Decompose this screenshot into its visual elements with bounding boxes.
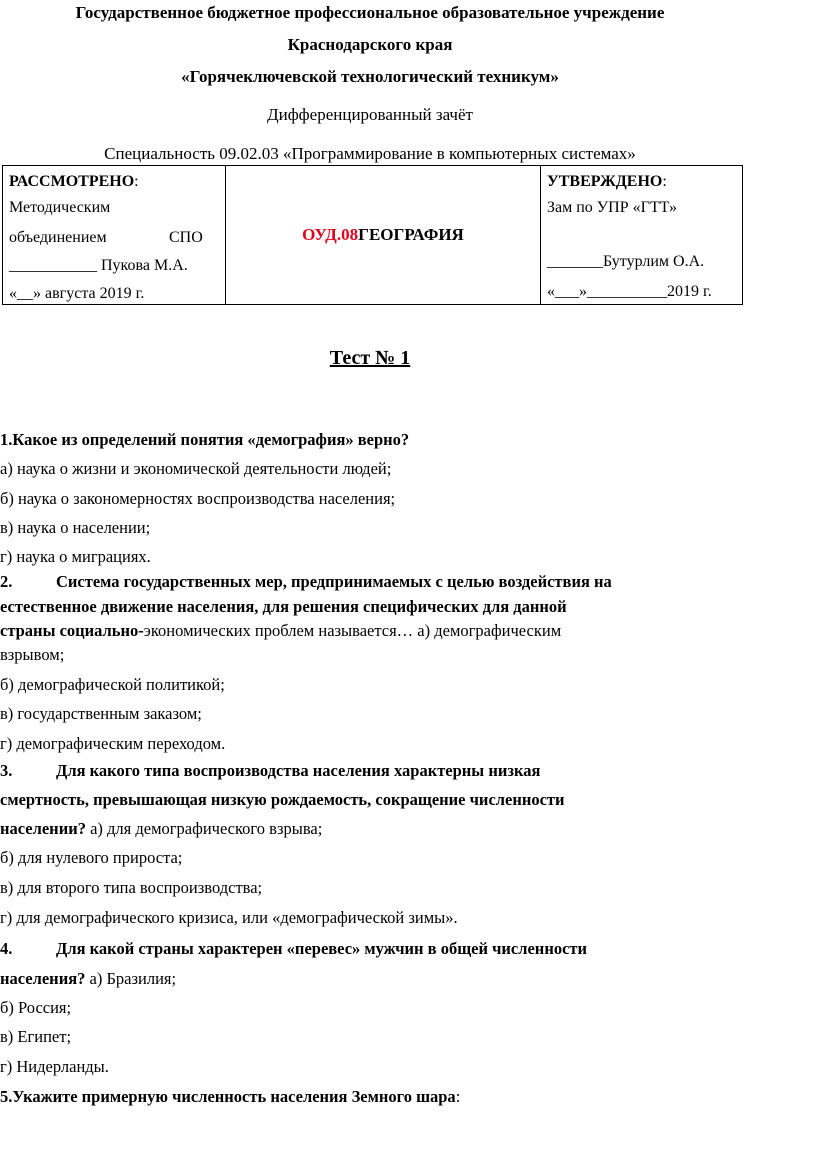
institution-name-line2: Краснодарского края (287, 35, 453, 54)
question-3-line2: смертность, превышающая низкую рождаемость, сокращение численности (0, 790, 565, 809)
reviewed-line2: Методическим (9, 199, 111, 216)
approved-signature: _______Бутурлим О.А. (547, 253, 705, 270)
question-2-line2: естественное движение населения, для решения специфических для данной (0, 597, 567, 616)
question-4-number: 4. (0, 939, 13, 958)
question-2-line3: страны социально-экономических проблем называется… а) демографическим (0, 621, 562, 640)
reviewed-title: РАССМОТРЕНО (9, 173, 135, 190)
question-2-option-d: г) демографическим переходом. (0, 734, 226, 753)
question-3-option-b: б) для нулевого прироста; (0, 848, 183, 867)
test-title: Тест № 1 (329, 347, 411, 369)
institution-name-line3: «Горячеключевской технологический техникум» (181, 67, 559, 86)
question-4-line2: населения? а) Бразилия; (0, 969, 177, 988)
reviewed-signature: ___________ Пукова М.А. (9, 257, 188, 274)
question-2-option-b: б) демографической политикой; (0, 675, 225, 694)
question-3-line1: 3. Для какого типа воспроизводства населения характерны низкая (0, 761, 541, 780)
question-4-option-c: в) Египет; (0, 1027, 72, 1046)
subject-title (226, 166, 540, 304)
subject-name: ГЕОГРАФИЯ (358, 225, 464, 244)
question-1-option-a: а) наука о жизни и экономической деятельности людей; (0, 459, 392, 478)
question-2-line1: 2. Система государственных мер, предпринимаемых с целью воздействия на (0, 572, 612, 591)
question-2-option-c: в) государственным заказом; (0, 704, 202, 723)
question-4-option-b: б) Россия; (0, 998, 72, 1017)
approved-cell: УТВЕРЖДЕНО: Зам по УПР «ГТТ» _______Бутурлим О.А. «___»__________2019 г. (541, 166, 743, 305)
question-3-option-d: г) для демографического кризиса, или «демографической зимы». (0, 908, 458, 927)
subject-cell (226, 166, 541, 305)
question-1-option-c: в) наука о населении; (0, 518, 151, 537)
question-3-option-c: в) для второго типа воспроизводства; (0, 878, 263, 897)
reviewed-line3b: СПО (169, 229, 203, 246)
specialty: Специальность 09.02.03 «Программирование в компьютерных системах» (104, 144, 636, 163)
subject-code: ОУД.08 (302, 225, 359, 244)
reviewed-line3a: объединением (9, 229, 107, 246)
institution-name-line1: Государственное бюджетное профессиональное образовательное учреждение (75, 3, 665, 22)
question-3-number: 3. (0, 761, 13, 780)
question-1-option-d: г) наука о миграциях. (0, 547, 151, 566)
question-2-number: 2. (0, 572, 13, 591)
question-3-line3: населении? а) для демографического взрыва; (0, 819, 323, 838)
reviewed-cell: РАССМОТРЕНО: Методическим объединением СПО ___________ Пукова М.А. «__» августа 2019 г. (3, 166, 226, 305)
question-1-title: 1.Какое из определений понятия «демография» верно? (0, 430, 410, 449)
question-4-option-d: г) Нидерланды. (0, 1057, 109, 1076)
question-5-title: 5.Укажите примерную численность населения Земного шара: (0, 1087, 461, 1106)
question-2-line4: взрывом; (0, 645, 65, 664)
approval-table (2, 165, 743, 305)
approved-position: Зам по УПР «ГТТ» (547, 199, 677, 216)
approved-date: «___»__________2019 г. (547, 283, 712, 300)
question-4-line1: 4. Для какой страны характерен «перевес» мужчин в общей численности (0, 939, 588, 958)
reviewed-date: «__» августа 2019 г. (9, 285, 145, 302)
approved-title: УТВЕРЖДЕНО (547, 173, 663, 190)
exam-type: Дифференцированный зачёт (267, 105, 473, 124)
question-1-option-b: б) наука о закономерностях воспроизводства населения; (0, 489, 396, 508)
